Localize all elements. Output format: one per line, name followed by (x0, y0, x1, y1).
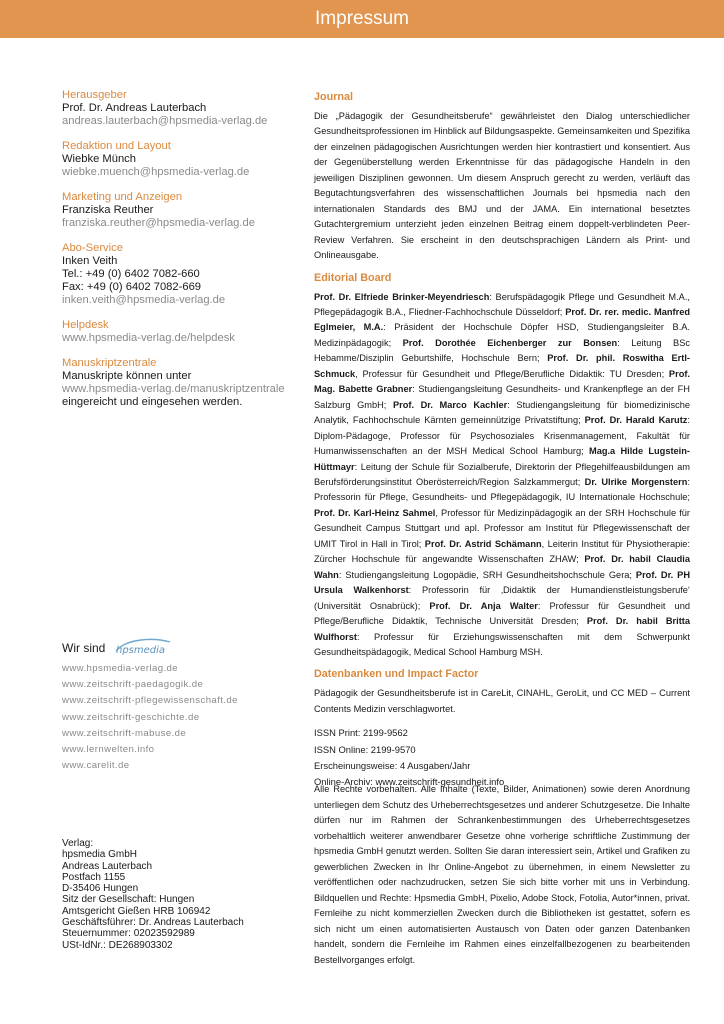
wir-sind (62, 637, 294, 659)
board-member-name: Prof. Dr. Harald Karutz (584, 415, 688, 426)
subscription-block (62, 241, 294, 307)
section-heading: Herausgeber (62, 89, 127, 101)
editorial-block (62, 139, 294, 179)
section-heading: Redaktion und Layout (62, 140, 171, 152)
svg-text:hpsmedia: hpsmedia (116, 645, 166, 656)
email-link[interactable]: franziska.reuther@hpsmedia-verlag.de (62, 217, 255, 229)
board-member-name: Prof. Dr. habil Claudia Wahn (314, 554, 690, 580)
website-link[interactable]: www.lernwelten.info (62, 744, 155, 756)
board-heading: Editorial Board (314, 271, 392, 284)
contact-line: Manuskripte können unter (62, 370, 192, 382)
address-line: USt-IdNr.: DE268903302 (62, 939, 173, 951)
section-heading: Marketing und Anzeigen (62, 191, 183, 203)
section-heading: Abo-Service (62, 242, 123, 254)
board-member-name: Prof. Dr. Elfriede Brinker-Meyendriesch (314, 291, 490, 302)
publisher-block (62, 88, 294, 128)
board-member-name: Prof. Dr. Astrid Schämann (424, 538, 542, 549)
board-member-desc: , Professor für Medizinpädagogik an der SRH Hochschule für Gesundheit Campus Stuttgart und apl. Professor am Institut für Pflegewissenschaft der UMIT Tirol in Hall in Tirol; (314, 507, 690, 549)
board-member-name: Prof. Dr. Karl-Heinz Sahmel (314, 507, 436, 518)
website-link[interactable]: www.zeitschrift-geschichte.de (62, 711, 200, 723)
header-banner (0, 0, 724, 38)
email-link[interactable]: inken.veith@hpsmedia-verlag.de (62, 294, 226, 306)
contact-column (62, 88, 294, 420)
board-text (314, 290, 690, 661)
wir-sind-label: Wir sind (62, 641, 106, 655)
board-member-name: Prof. Dr. phil. Roswitha Ertl-Schmuck (314, 353, 690, 379)
contact-line: Franziska Reuther (62, 204, 154, 216)
section-heading: Helpdesk (62, 319, 109, 331)
journal-text: Die „Pädagogik der Gesundheitsberufe“ gewährleistet den Dialog unterschiedlicher Gesundheitsprofessionen im Hinblick auf Bildungsaspekte. Gemeinsamkeiten und Spezifika der einzelnen pädagogischen Ausrichtungen werden hier kontrastiert und konsentiert. Aus der Gegenüberstellung werden Erkenntnisse für das pädagogische Handeln in den jeweiligen Disziplinen gewonnen. Um diesem Anspruch gerecht zu werden, verläuft das Begutachtungsverfahren des wissenschaftlichen Journals bei hpsmedia nach den internationalen Standards des BMJ und der JAMA. Ein international besetztes Gutachtergremium unterzieht jeden einzelnen Beitrag einem doppelt-verblindeten Peer-Review Verfahren. Sie erscheint in den deutschsprachigen Ländern als Print- und Onlineausgabe. (314, 111, 690, 261)
address-line: Geschäftsführer: Dr. Andreas Lauterbach (62, 917, 244, 929)
manuscript-link[interactable]: www.hpsmedia-verlag.de/manuskriptzentrale (62, 383, 285, 395)
address-line: Andreas Lauterbach (62, 860, 153, 872)
website-link[interactable]: www.zeitschrift-pflegewissenschaft.de (62, 695, 238, 707)
board-member-desc: : Präsident der Hochschule Döpfer HSD, Studiengangsleiter B.A. Medizinpädagogik; (314, 322, 690, 348)
publisher-address (62, 838, 244, 951)
copyright-text: Alle Rechte vorbehalten. Alle Inhalte (Texte, Bilder, Animationen) sowie deren Anordnung unterliegen dem Schutz des Urheberrechtsgesetzes und anderer Schutzgesetze. Die Inhalte dürfen nur im Rahmen der Schrankenbestimmungen des Urheberrechtsgesetzes vorbehaltlich weiterer anwendbarer Gesetze ohne vorherige schriftliche Zustimmung der hpsmedia GmbH genutzt werden. Sollten Sie daran interessiert sein, Artikel und Grafiken zu gewerblichen Zwecken in Ihr Online-Angebot zu übernehmen, in einem Newsletter zu veröffentlichen oder nachzudrucken, setzen Sie sich bitte vorher mit uns in Verbindung. Bildquellen und Rechte: Hpsmedia GmbH, Pixelio, Adobe Stock, Fotolia, Autor*innen, privat. Fernleihe zu nicht kommerziellen Zwecken durch die Bibliotheken ist gestattet, sofern es sich nicht um einen automatisierten Austausch von Daten oder ganzen Datenbanken handelt, sondern die Fernleihe im Rahmen eines einzelfallbezogenen zu bearbeitenden Bestellvorganges erfolgt. (314, 784, 690, 965)
website-link[interactable]: www.carelit.de (62, 760, 130, 772)
online-archive: Online-Archiv: www.zeitschrift-gesundheit.info (314, 776, 505, 788)
board-member-name: Prof. Dr. PH Ursula Walkenhorst (314, 569, 690, 596)
website-list (62, 661, 238, 774)
databases-text: Pädagogik der Gesundheitsberufe ist in CareLit, CINAHL, GeroLit, und CC MED – Current Contents Medizin verschlagwortet. (314, 688, 690, 714)
address-line: Verlag: (62, 838, 94, 849)
board-member-desc: : Studiengangsleitung Logopädie, SRH Gesundheitshochschule Gera; (338, 569, 636, 580)
helpdesk-link[interactable]: www.hpsmedia-verlag.de/helpdesk (62, 332, 235, 344)
board-member-name: Dr. Ulrike Morgenstern (584, 476, 688, 487)
board-member-name: Mag.a Hilde Lugstein-Hüttmayr (314, 446, 690, 472)
board-member-name: Prof. Dr. habil Britta Wulfhorst (314, 616, 691, 642)
board-member-desc: : Berufspädagogik Pflege und Gesundheit M.A., Pflegepädagogik B.A., Fliedner-Fachhochschule Düsseldorf; (314, 291, 690, 317)
board-member-desc: : Professur für Gesundheit und Pflege/Berufliche Didaktik, Technische Universität Dresden; (314, 600, 690, 627)
contact-line: Wiebke Münch (62, 153, 136, 165)
hpsmedia-logo-icon (112, 637, 172, 657)
fax-line: Fax: +49 (0) 6402 7082-669 (62, 281, 202, 293)
board-member-desc: : Leitung der Schule für Sozialberufe, Direktorin der Pflegehilfeausbildungen am Berufsförderungsinstitut Oberösterreich/Region Salzkammergut; (314, 461, 690, 487)
board-member-name: Prof. Dr. Marco Kachler (392, 399, 508, 410)
board-member-desc: : Studiengangsleitung Gesundheits- und Krankenpflege an der FH Salzburg GmbH; (314, 384, 690, 410)
address-line: Steuernummer: 02023592989 (62, 928, 195, 940)
board-member-desc: : Professur für Erziehungswissenschaften mit dem Schwerpunkt Gesundheitspädagogik, Medical School Hamburg MSH. (314, 631, 690, 657)
contact-line: eingereicht und eingesehen werden. (62, 396, 243, 408)
databases-heading: Datenbanken und Impact Factor (314, 668, 479, 681)
website-link[interactable]: www.zeitschrift-paedagogik.de (62, 679, 204, 691)
board-member-desc: : Leitung BSc Hebamme/Disziplin Geburtshilfe, Hochschule Bern; (314, 337, 690, 364)
journal-heading: Journal (314, 91, 353, 103)
board-member-name: Prof. Dr. Anja Walter (429, 600, 538, 611)
board-member-desc: : Studiengangsleitung für biomedizinische Analytik, Fachhochschule Kärnten gemeinnützige Privatstiftung; (314, 399, 690, 426)
board-member-desc: : Professorin für ‚Didaktik der Humandienstleistungsberufe‘ (Universität Osnabrück); (314, 585, 690, 611)
website-link[interactable]: www.zeitschrift-mabuse.de (62, 727, 187, 739)
board-member-name: Prof. Dr. rer. medic. Manfred Eglmeier, M.A. (314, 306, 691, 333)
publication-frequency: Erscheinungsweise: 4 Ausgaben/Jahr (314, 759, 471, 771)
phone-line: Tel.: +49 (0) 6402 7082-660 (62, 268, 200, 280)
email-link[interactable]: wiebke.muench@hpsmedia-verlag.de (62, 166, 250, 178)
issn-online: ISSN Online: 2199-9570 (314, 743, 416, 755)
board-member-desc: , Leiterin Institut für Physiotherapie: Zürcher Hochschule für angewandte Wissenschaften ZHAW; (314, 538, 691, 565)
contact-line: Inken Veith (62, 255, 118, 267)
helpdesk-block (62, 318, 294, 345)
board-member-desc: : Diplom-Pädagoge, Professor für Psychosoziales Krisenmanagement, Fakultät für Humanwissenschaften an der MSH Medical School Hamburg; (314, 415, 690, 457)
website-link[interactable]: www.hpsmedia-verlag.de (62, 663, 178, 674)
address-line: D-35406 Hungen (62, 883, 139, 895)
board-member-desc: , Professur für Gesundheit und Pflege/Berufliche Didaktik: TU Dresden; (355, 368, 669, 379)
contact-line: Prof. Dr. Andreas Lauterbach (62, 102, 207, 114)
page-title: Impressum (315, 8, 409, 29)
address-line: hpsmedia GmbH (62, 849, 138, 861)
address-line: Amtsgericht Gießen HRB 106942 (62, 905, 211, 917)
issn-print: ISSN Print: 2199-9562 (314, 727, 408, 739)
marketing-block (62, 190, 294, 230)
board-member-name: Prof. Dorothée Eichenberger zur Bonsen (402, 337, 618, 348)
email-link[interactable]: andreas.lauterbach@hpsmedia-verlag.de (62, 115, 268, 127)
address-line: Postfach 1155 (62, 871, 126, 883)
manuscript-block (62, 356, 294, 409)
info-column (314, 90, 690, 791)
section-heading: Manuskriptzentrale (62, 357, 157, 369)
address-line: Sitz der Gesellschaft: Hungen (62, 894, 195, 906)
board-member-desc: : Professorin für Pflege, Gesundheits- und Pflegepädagogik, IU Internationale Hochschule; (314, 476, 690, 503)
board-member-name: Prof. Mag. Babette Grabner (314, 368, 690, 395)
